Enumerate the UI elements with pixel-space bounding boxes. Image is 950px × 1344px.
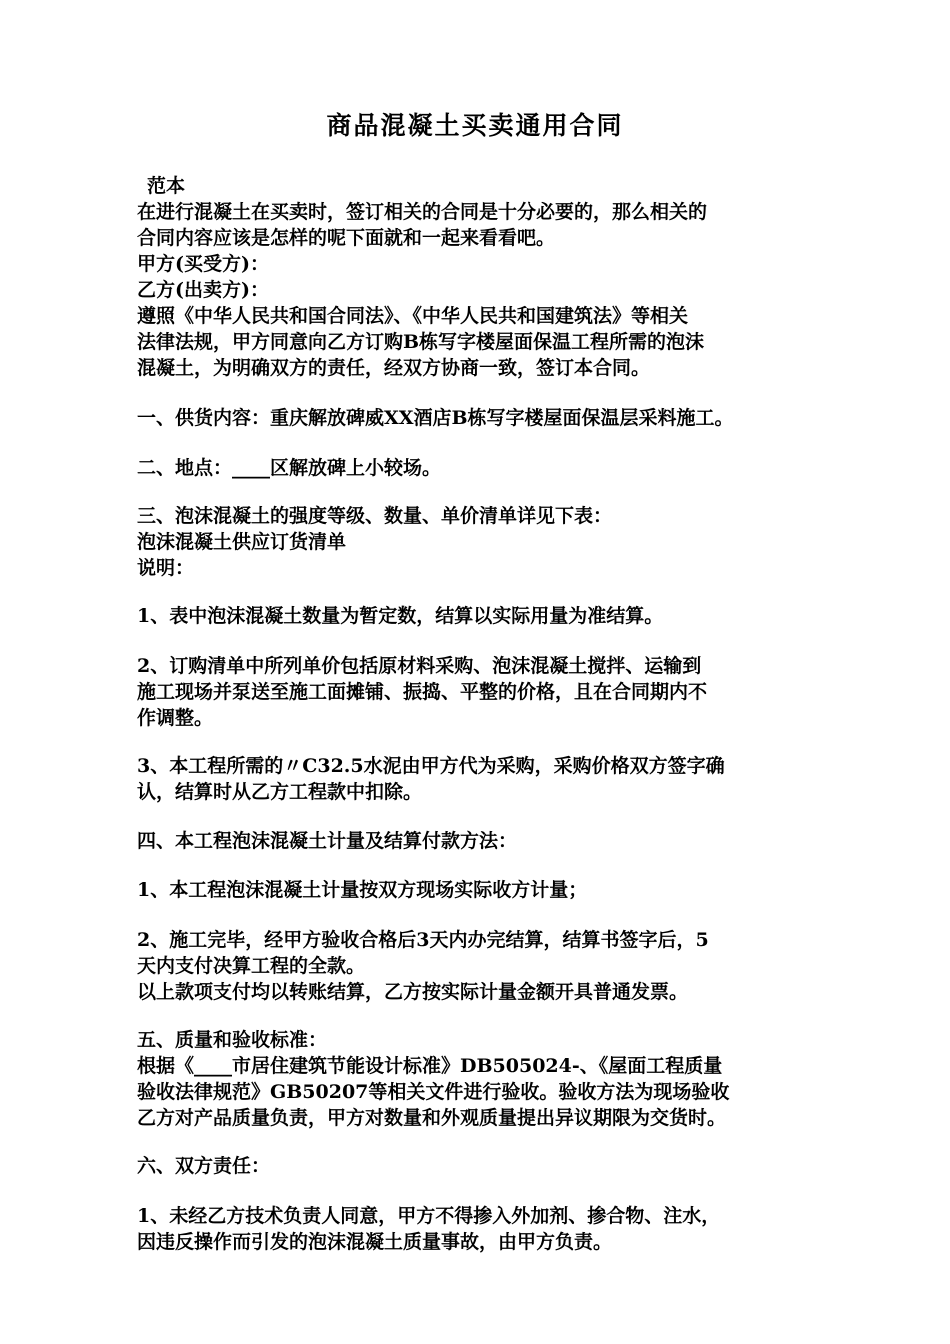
section-heading: 二、地点：____区解放碑上小较场。: [137, 457, 442, 479]
text-line: 泡沫混凝土供应订货清单: [137, 531, 347, 553]
text-line: 天内支付决算工程的全款。: [137, 955, 366, 977]
text-line: 合同内容应该是怎样的呢下面就和一起来看看吧。: [137, 227, 556, 249]
section-heading: 六、双方责任：: [137, 1155, 271, 1177]
text-line: 验收法律规范》GB50207等相关文件进行验收。验收方法为现场验收: [137, 1081, 730, 1103]
text-line: 以上款项支付均以转账结算，乙方按实际计量金额开具普通发票。: [137, 981, 689, 1003]
text-line: 乙方(出卖方)：: [137, 279, 269, 301]
text-line: 法律法规，甲方同意向乙方订购B栋写字楼屋面保温工程所需的泡沫: [137, 331, 705, 353]
text-line: 3、本工程所需的〃C32.5水泥由甲方代为采购，采购价格双方签字确: [137, 755, 725, 777]
text-line: 2、施工完毕，经甲方验收合格后3天内办完结算，结算书签字后，5: [137, 929, 709, 951]
text-line: 遵照《中华人民共和国合同法》、《中华人民共和国建筑法》等相关: [137, 305, 689, 327]
section-heading: 三、泡沫混凝土的强度等级、数量、单价清单详见下表：: [137, 505, 613, 527]
section-heading: 一、供货内容：重庆解放碑威XX酒店B栋写字楼屋面保温层采料施工。: [137, 407, 734, 429]
document-title: 商品混凝土买卖通用合同: [326, 111, 624, 140]
text-line: 说明：: [137, 557, 195, 579]
text-line: 1、表中泡沫混凝土数量为暂定数，结算以实际用量为准结算。: [137, 605, 664, 627]
text-line: 2、订购清单中所列单价包括原材料采购、泡沫混凝土搅拌、运输到: [137, 655, 702, 677]
text-line: 乙方对产品质量负责，甲方对数量和外观质量提出异议期限为交货时。: [137, 1107, 727, 1129]
section-heading: 四、本工程泡沫混凝土计量及结算付款方法：: [137, 830, 518, 852]
text-line: 混凝土，为明确双方的责任，经双方协商一致，签订本合同。: [137, 357, 651, 379]
text-line: 范本: [147, 175, 186, 197]
text-line: 甲方(买受方)：: [137, 253, 269, 275]
text-line: 1、本工程泡沫混凝土计量按双方现场实际收方计量；: [137, 879, 588, 901]
text-line: 在进行混凝土在买卖时，签订相关的合同是十分必要的，那么相关的: [137, 201, 708, 223]
text-line: 1、未经乙方技术负责人同意，甲方不得掺入外加剂、掺合物、注水，: [137, 1205, 721, 1227]
section-heading: 五、质量和验收标准：: [137, 1029, 328, 1051]
text-line: 认，结算时从乙方工程款中扣除。: [137, 781, 423, 803]
text-line: 作调整。: [137, 707, 214, 729]
text-line: 根据《____市居住建筑节能设计标准》DB505024-、《屋面工程质量: [137, 1055, 723, 1077]
text-line: 施工现场并泵送至施工面摊铺、振捣、平整的价格，且在合同期内不: [137, 681, 708, 703]
text-line: 因违反操作而引发的泡沫混凝土质量事故，由甲方负责。: [137, 1231, 613, 1253]
